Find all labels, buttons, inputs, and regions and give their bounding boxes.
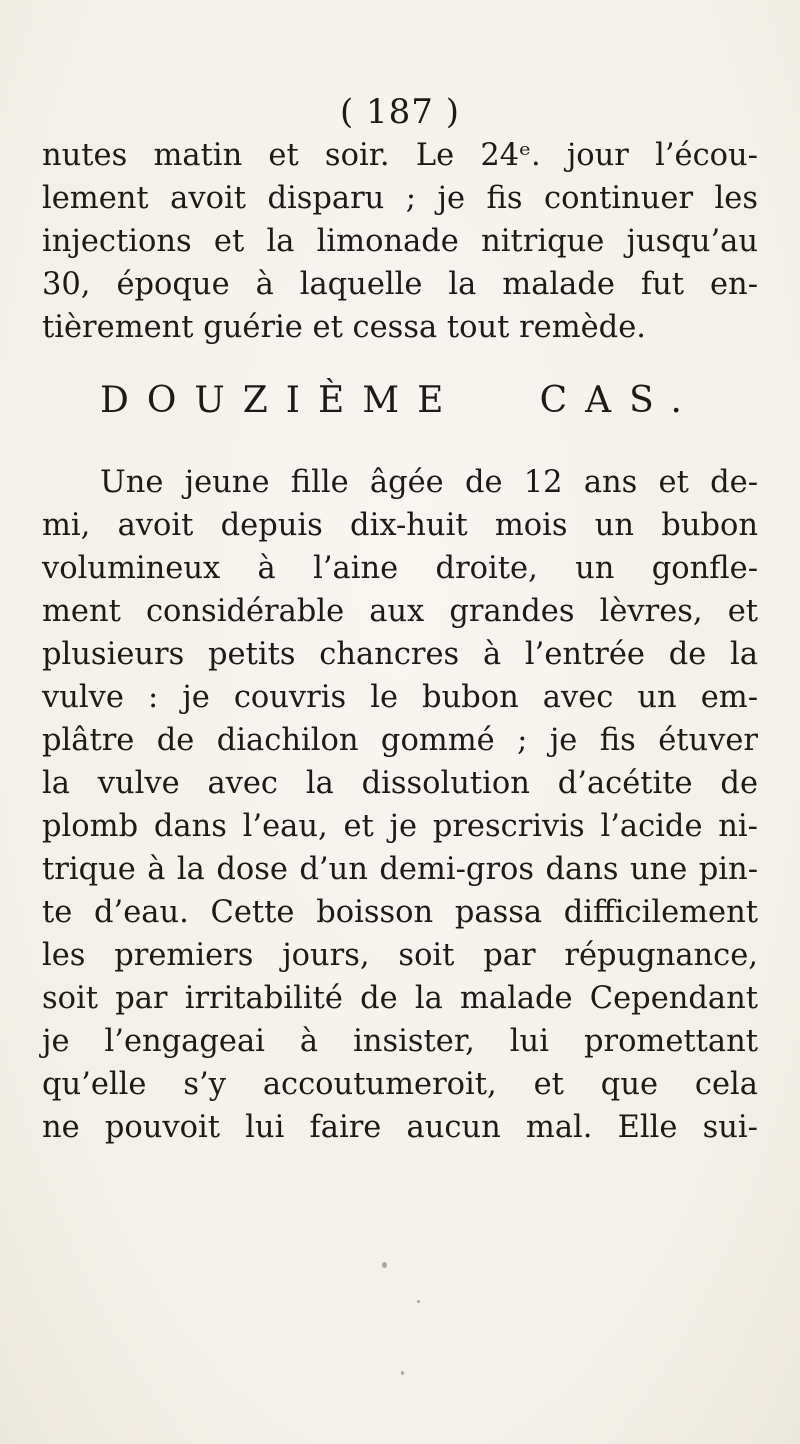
text-line: tièrement guérie et cessa tout remède. [42,310,646,345]
text-line: trique à la dose d’un demi-gros dans une pin- [42,852,758,887]
paper-speck [382,1262,387,1268]
text-line: vulve : je couvris le bubon avec un em- [42,680,758,715]
text-line: mi, avoit depuis dix-huit mois un bubon [42,508,758,543]
text-line: les premiers jours, soit par répugnance, [42,938,758,973]
text-line: plusieurs petits chancres à l’entrée de la [42,637,758,672]
text-line: injections et la limonade nitrique jusqu’au [42,224,758,259]
text-line: Une jeune fille âgée de 12 ans et de- [100,465,758,500]
text-line: nutes matin et soir. Le 24ᵉ. jour l’écou- [42,138,758,173]
text-line: volumineux à l’aine droite, un gonfle- [42,551,758,586]
paper-speck [401,1371,404,1375]
page-number: ( 187 ) [339,92,461,132]
text-line: ment considérable aux grandes lèvres, et [42,594,758,629]
paper-speck [417,1300,420,1303]
text-line: qu’elle s’y accoutumeroit, et que cela [42,1067,758,1102]
text-line: plâtre de diachilon gommé ; je fis étuver [42,723,758,758]
text-line: je l’engageai à insister, lui promettant [42,1024,758,1059]
text-line: soit par irritabilité de la malade Cependant [42,981,758,1016]
text-line: te d’eau. Cette boisson passa difficilement [42,895,758,930]
text-line: lement avoit disparu ; je fis continuer les [42,181,758,216]
section-heading: DOUZIÈME CAS. [100,380,700,421]
text-line: 30, époque à laquelle la malade fut en- [42,267,758,302]
text-line: la vulve avec la dissolution d’acétite de [42,766,758,801]
text-line: plomb dans l’eau, et je prescrivis l’acide ni- [42,809,758,844]
text-line: ne pouvoit lui faire aucun mal. Elle sui- [42,1110,758,1145]
